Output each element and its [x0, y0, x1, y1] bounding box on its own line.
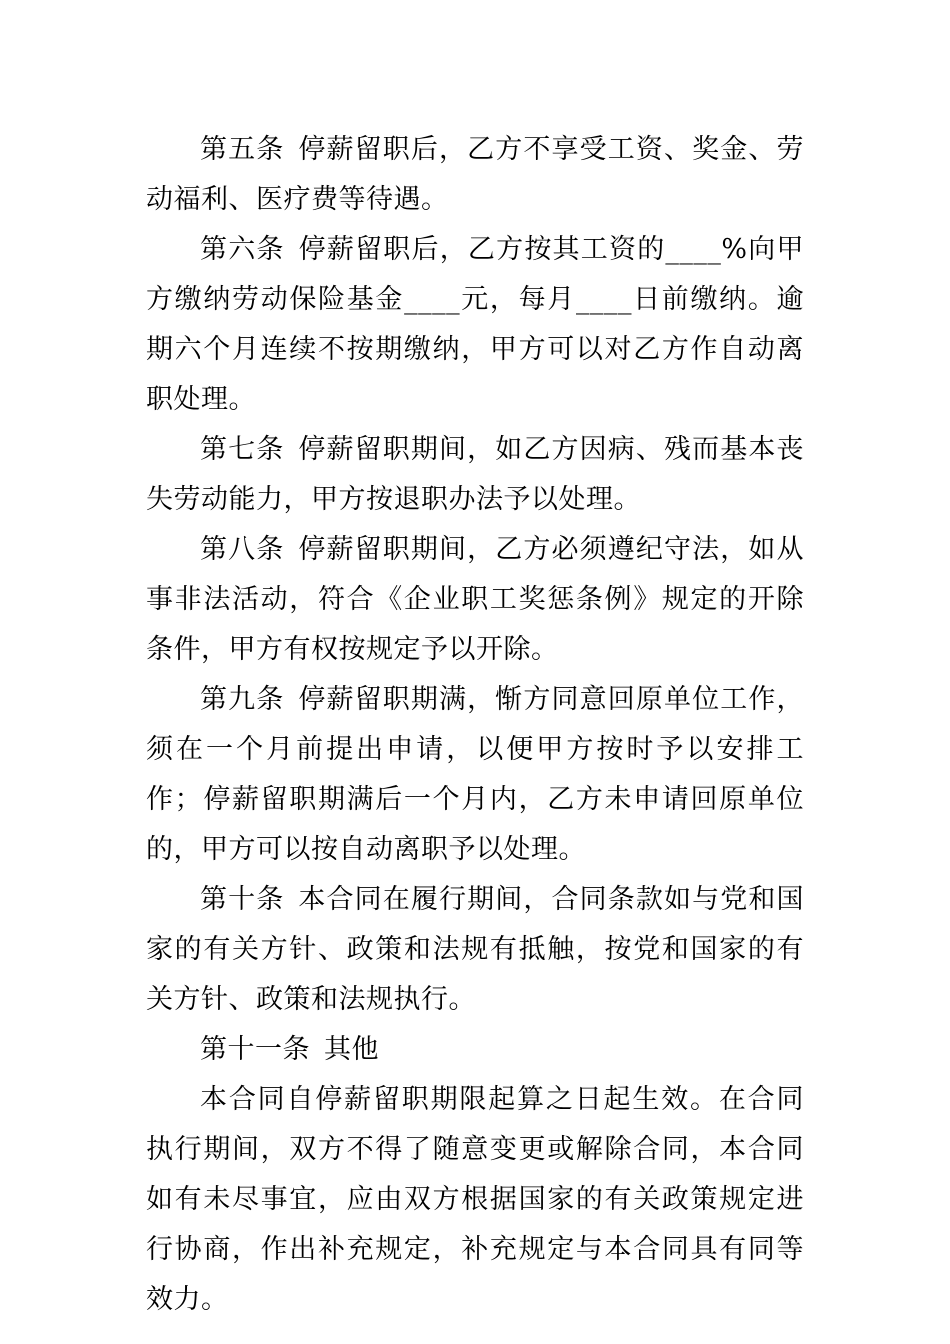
article-7-text: 停薪留职期间，如乙方因病、残而基本丧失劳动能力，甲方按退职办法予以处理。 — [146, 434, 804, 515]
article-10-text: 本合同在履行期间，合同条款如与党和国家的有关方针、政策和法规有抵触，按党和国家的有关方针、政策和法规执行。 — [146, 884, 804, 1015]
article-6-text: 停薪留职后，乙方按其工资的____%向甲方缴纳劳动保险基金____元，每月____日前缴纳。逾期六个月连续不按期缴纳，甲方可以对乙方作自动离职处理。 — [146, 234, 804, 415]
article-6-paragraph — [146, 225, 804, 425]
effective-clause-paragraph — [146, 1075, 804, 1325]
article-11-text: 其他 — [324, 1034, 379, 1065]
article-8-paragraph — [146, 525, 804, 675]
article-10-paragraph — [146, 875, 804, 1025]
effective-clause-text: 本合同自停薪留职期限起算之日起生效。在合同执行期间，双方不得了随意变更或解除合同，本合同如有未尽事宜，应由双方根据国家的有关政策规定进行协商，作出补充规定，补充规定与本合同具有同等效力。 — [146, 1084, 804, 1315]
article-11-paragraph — [146, 1025, 804, 1075]
article-10-heading: 第十条 — [200, 884, 285, 915]
article-9-text: 停薪留职期满，惭方同意回原单位工作，须在一个月前提出申请，以便甲方按时予以安排工作；停薪留职期满后一个月内，乙方未申请回原单位的，甲方可以按自动离职予以处理。 — [146, 684, 804, 865]
article-5-heading: 第五条 — [200, 134, 285, 165]
article-8-text: 停薪留职期间，乙方必须遵纪守法，如从事非法活动，符合《企业职工奖惩条例》规定的开除条件，甲方有权按规定予以开除。 — [146, 534, 804, 665]
article-7-paragraph — [146, 425, 804, 525]
document-body — [146, 125, 804, 1325]
article-6-heading: 第六条 — [200, 234, 285, 265]
article-9-heading: 第九条 — [200, 684, 285, 715]
article-7-heading: 第七条 — [200, 434, 285, 465]
article-5-paragraph — [146, 125, 804, 225]
article-5-text: 停薪留职后，乙方不享受工资、奖金、劳动福利、医疗费等待遇。 — [146, 134, 804, 215]
article-8-heading: 第八条 — [200, 534, 285, 565]
article-9-paragraph — [146, 675, 804, 875]
article-11-heading: 第十一条 — [200, 1034, 310, 1065]
